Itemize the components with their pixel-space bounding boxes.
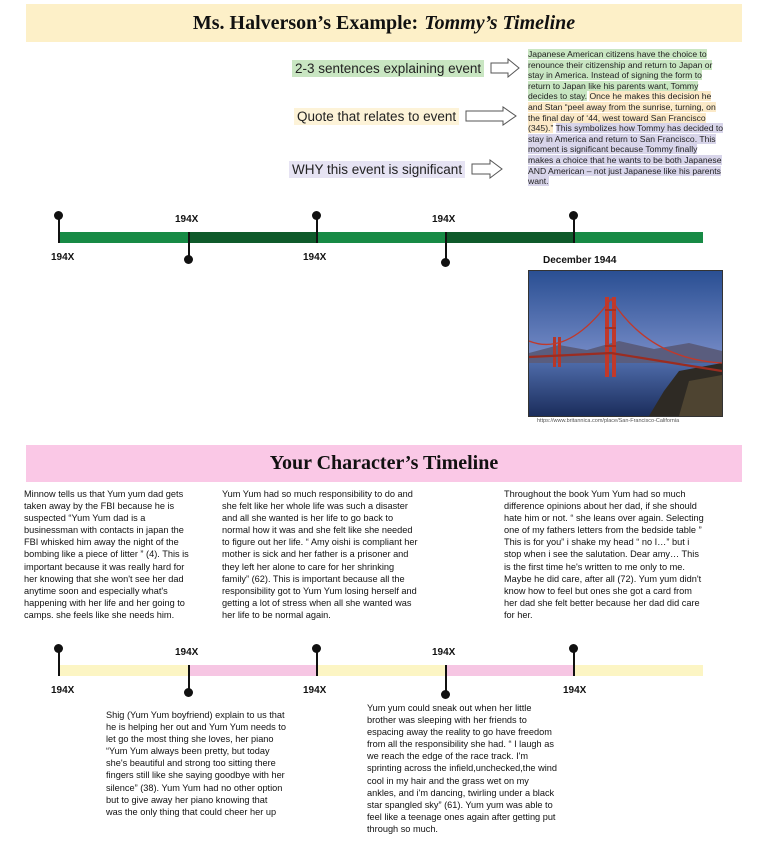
timeline-date-label: 194X bbox=[303, 252, 327, 263]
golden-gate-bridge-image bbox=[529, 271, 722, 416]
timeline-marker bbox=[312, 644, 321, 653]
timeline-marker bbox=[184, 255, 193, 264]
timeline-segment bbox=[446, 665, 574, 676]
timeline-segment bbox=[189, 232, 317, 243]
timeline-entry-3: Throughout the book Yum Yum had so much difference opinions about her dad, if she should hate him or not. “ she leans over again. Selecting one of my fathers letters from the bedside table ” This is for you” i shake my head “ no I…” but i stop when i see the salutation. Dear amy… This is the first time he's written to me only to me. Maybe he did care, after all (72). Yum yum didn't know how to feel but ones she got a card from her dad she felt better because her dad did care for her. bbox=[504, 489, 704, 620]
timeline-segment bbox=[446, 232, 574, 243]
timeline-entry-4: Shig (Yum Yum boyfriend) explain to us that he is helping her out and Yum Yum needs to let go the most thing she loves, her piano “Yum Yum always been pretty, but today she's beautiful and strong too sitting there fingers still like she saying goodbye with her silence” (38). Yum Yum had no other option but to give away her piano knowing that was the only thing that could cheer her up bbox=[106, 710, 286, 817]
timeline-tick bbox=[445, 232, 447, 259]
timeline-entry-5: Yum yum could sneak out when her little brother was sleeping with her friends to espacing away the reality to go have freedom from all the responsibility she had. “ I laugh as we reach the edge of the race track. I'm sprinting across the infield,unchecked,the wind cool in my hair and the grass wet on my ankles, and i'm dancing, twirling under a black star spangled sky” (61). Yum yum was able to feel like a teenage ones again after getting put through so much. bbox=[367, 703, 557, 834]
legend-quote-label: Quote that relates to event bbox=[294, 108, 459, 125]
timeline-date-label: 194X bbox=[432, 647, 456, 658]
timeline-marker bbox=[441, 690, 450, 699]
timeline-tick bbox=[316, 216, 318, 243]
timeline-marker bbox=[54, 211, 63, 220]
timeline-marker bbox=[441, 258, 450, 267]
timeline-tick bbox=[573, 649, 575, 676]
timeline-entry-2: Yum Yum had so much responsibility to do and she felt like her whole life was such a disaster and all she wanted is her life to go back to normal how it was and she felt like she needed to figure out her life. “ Amy oishi is compliant her mother is sick and her father is a prisoner and they left her alone to care for her shrinking family” (62). This is important because all the responsibility got to Yum Yum losing herself and getting a lot of stress when all she wanted was her life to be normal again. bbox=[222, 489, 418, 620]
character-title: Your Character’s Timeline bbox=[269, 452, 499, 474]
explanation-significance: This symbolizes how Tommy has decided to stay in America and return to San Francisco. This moment is significant because Tommy finally makes a choice that he wants to be both Japanese AND American – not just Japanese like his parents want. bbox=[528, 123, 724, 187]
timeline-segment bbox=[317, 665, 446, 676]
timeline-marker bbox=[312, 211, 321, 220]
timeline-tick bbox=[445, 665, 447, 692]
timeline-segment bbox=[574, 232, 703, 243]
timeline-date-label: 194X bbox=[563, 685, 587, 696]
photo-credit: https://www.britannica.com/place/San-Francisco-California bbox=[537, 418, 680, 424]
explanation-event: Japanese American citizens have the choice to renounce their citizenship and return to Japan or stay in America. Instead of signing the form to return to Japan like his parents want, Tommy decides to stay. bbox=[528, 49, 713, 102]
example-title-banner bbox=[26, 4, 742, 42]
legend-why bbox=[289, 159, 503, 179]
legend-quote bbox=[294, 106, 517, 126]
character-title-banner bbox=[26, 445, 742, 482]
timeline-date-label: 194X bbox=[175, 214, 199, 225]
timeline-segment bbox=[59, 232, 189, 243]
timeline-tick bbox=[58, 216, 60, 243]
timeline-tick bbox=[316, 649, 318, 676]
explanation-quote: Once he makes this decision he and Stan “peel away from the sunrise, turning, on the final day of ‘44, west toward San Francisco (345).” bbox=[528, 91, 716, 134]
timeline-final-date: December 1944 bbox=[543, 255, 617, 266]
timeline-tick bbox=[573, 216, 575, 243]
timeline-segment bbox=[189, 665, 317, 676]
timeline-segment bbox=[59, 665, 189, 676]
timeline-date-label: 194X bbox=[175, 647, 199, 658]
timeline-marker bbox=[184, 688, 193, 697]
example-title-italic: Tommy’s Timeline bbox=[424, 11, 576, 34]
arrow-right-icon bbox=[490, 58, 520, 78]
example-explanation bbox=[528, 49, 724, 187]
arrow-right-icon bbox=[465, 106, 517, 126]
example-title-prefix: Ms. Halverson’s Example: bbox=[192, 11, 419, 34]
timeline-tick bbox=[58, 649, 60, 676]
timeline-date-label: 194X bbox=[51, 252, 75, 263]
timeline-entry-1: Minnow tells us that Yum yum dad gets taken away by the FBI because he is suspected “Yum Yum dad is a businessman with contacts in japan the FBI whisked him away the night of the bombing like a piece of litter ” (4). This is important because it was really hard for her knowing that she won't see her dad anytime soon and especially what's happening with her life and her going to camps. she feels like she needs him. bbox=[24, 489, 189, 620]
timeline-date-label: 194X bbox=[303, 685, 327, 696]
timeline-marker bbox=[569, 644, 578, 653]
timeline-marker bbox=[54, 644, 63, 653]
legend-sentences bbox=[292, 58, 520, 78]
timeline-date-label: 194X bbox=[432, 214, 456, 225]
timeline-segment bbox=[317, 232, 446, 243]
timeline-marker bbox=[569, 211, 578, 220]
golden-gate-bridge-photo bbox=[528, 270, 723, 417]
timeline-segment bbox=[574, 665, 703, 676]
legend-sentences-label: 2-3 sentences explaining event bbox=[292, 60, 484, 77]
timeline-date-label: 194X bbox=[51, 685, 75, 696]
legend-why-label: WHY this event is significant bbox=[289, 161, 465, 178]
arrow-right-icon bbox=[471, 159, 503, 179]
